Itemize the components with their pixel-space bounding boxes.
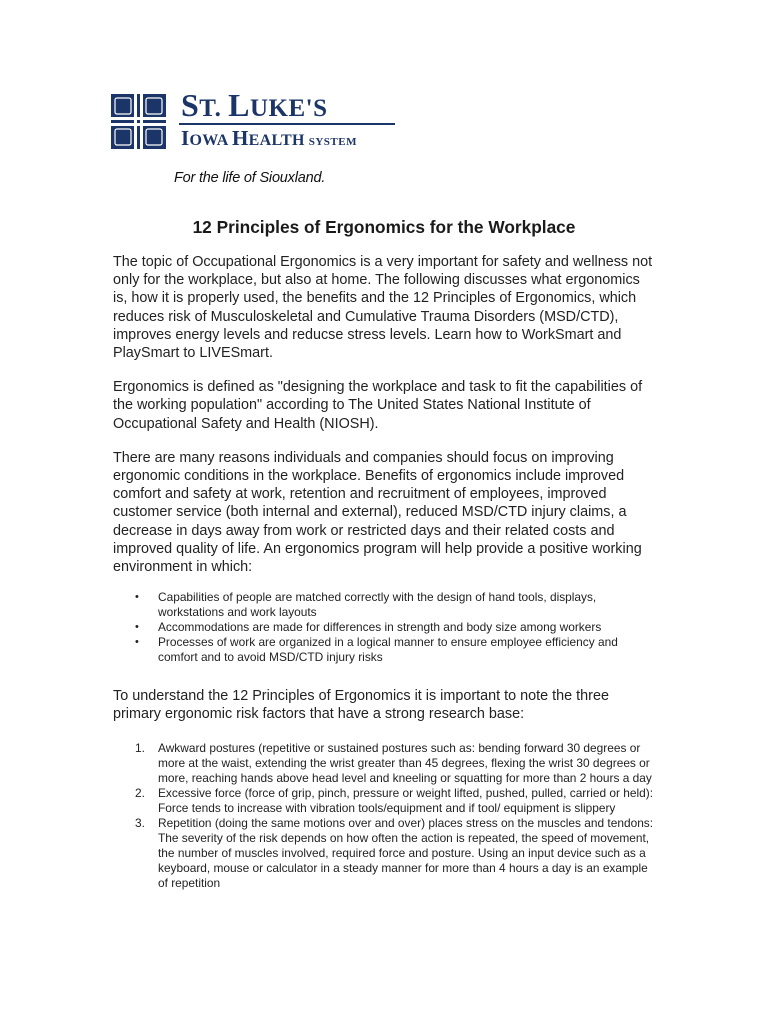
- list-item: • Capabilities of people are matched correctly with the design of hand tools, displays, workstations and work layouts: [135, 590, 597, 620]
- cross-emblem-icon: [111, 94, 166, 149]
- document-body: [113, 253, 658, 891]
- bullet-icon: •: [135, 636, 139, 649]
- logo-tagline: For the life of Siouxland.: [174, 170, 326, 186]
- paragraph-definition: Ergonomics is defined as "designing the workplace and task to fit the capabilities of the working population" according to The United States National Institute of Occupational Safety and Health (NIOSH).: [113, 379, 643, 432]
- list-item: 1. Awkward postures (repetitive or sustained postures such as: bending forward 30 degrees or more at the waist, extending the wrist greater than 45 degrees, flexing the wrist 30 degrees or more, reaching hands above head level and kneeling or squatting for more than 2 hours a day: [135, 740, 652, 785]
- paragraph-risk-intro: To understand the 12 Principles of Ergonomics it is important to note the three primary ergonomic risk factors that have a strong research base:: [113, 688, 609, 723]
- risk-factor-list: [113, 741, 658, 891]
- paragraph-intro: The topic of Occupational Ergonomics is a very important for safety and wellness not only for the workplace, but also at home. The following discusses what ergonomics is, how it is properly used, the benefits and the 12 Principles of Ergonomics, which reduces risk of Musculoskeletal and Cumulative Trauma Disorders (MSD/CTD), improves energy levels and reducse stress levels. Learn how to WorkSmart and PlaySmart to LIVESmart.: [113, 254, 653, 362]
- logo-subtitle: IOWA HEALTH SYSTEM: [181, 126, 357, 150]
- list-item: 3. Repetition (doing the same motions over and over) places stress on the muscles and tendons: The severity of the risk depends on how often the action is repeated, the speed of movement, the number of muscles involved, required force and posture. Using an input device such as a keyboard, mouse or calculator in a steady manner for more than 4 hours a day is an example of repetition: [135, 815, 654, 890]
- logo-wordmark: ST. LUKE'S: [181, 87, 328, 123]
- bullet-icon: •: [135, 591, 139, 604]
- bullet-icon: •: [135, 621, 139, 634]
- page-title: 12 Principles of Ergonomics for the Workplace: [192, 217, 576, 237]
- list-item: 2. Excessive force (force of grip, pinch, pressure or weight lifted, pushed, pulled, carried or held): Force tends to increase with vibration tools/equipment and if tool/ equipment is slippery: [135, 785, 654, 815]
- paragraph-benefits: There are many reasons individuals and companies should focus on improving ergonomic conditions in the workplace. Benefits of ergonomics include improved comfort and safety at work, retention and recruitment of employees, improved customer service (both internal and external), reduced MSD/CTD injury claims, a decrease in days away from work or restricted days and their related costs and improved quality of life. An ergonomics program will help provide a positive working environment in which:: [113, 449, 642, 576]
- benefits-bullet-list: [113, 590, 658, 665]
- list-item: • Processes of work are organized in a logical manner to ensure employee efficiency and comfort and to avoid MSD/CTD injury risks: [135, 635, 618, 665]
- list-item: • Accommodations are made for differences in strength and body size among workers: [135, 620, 602, 635]
- st-lukes-logo: [111, 87, 391, 154]
